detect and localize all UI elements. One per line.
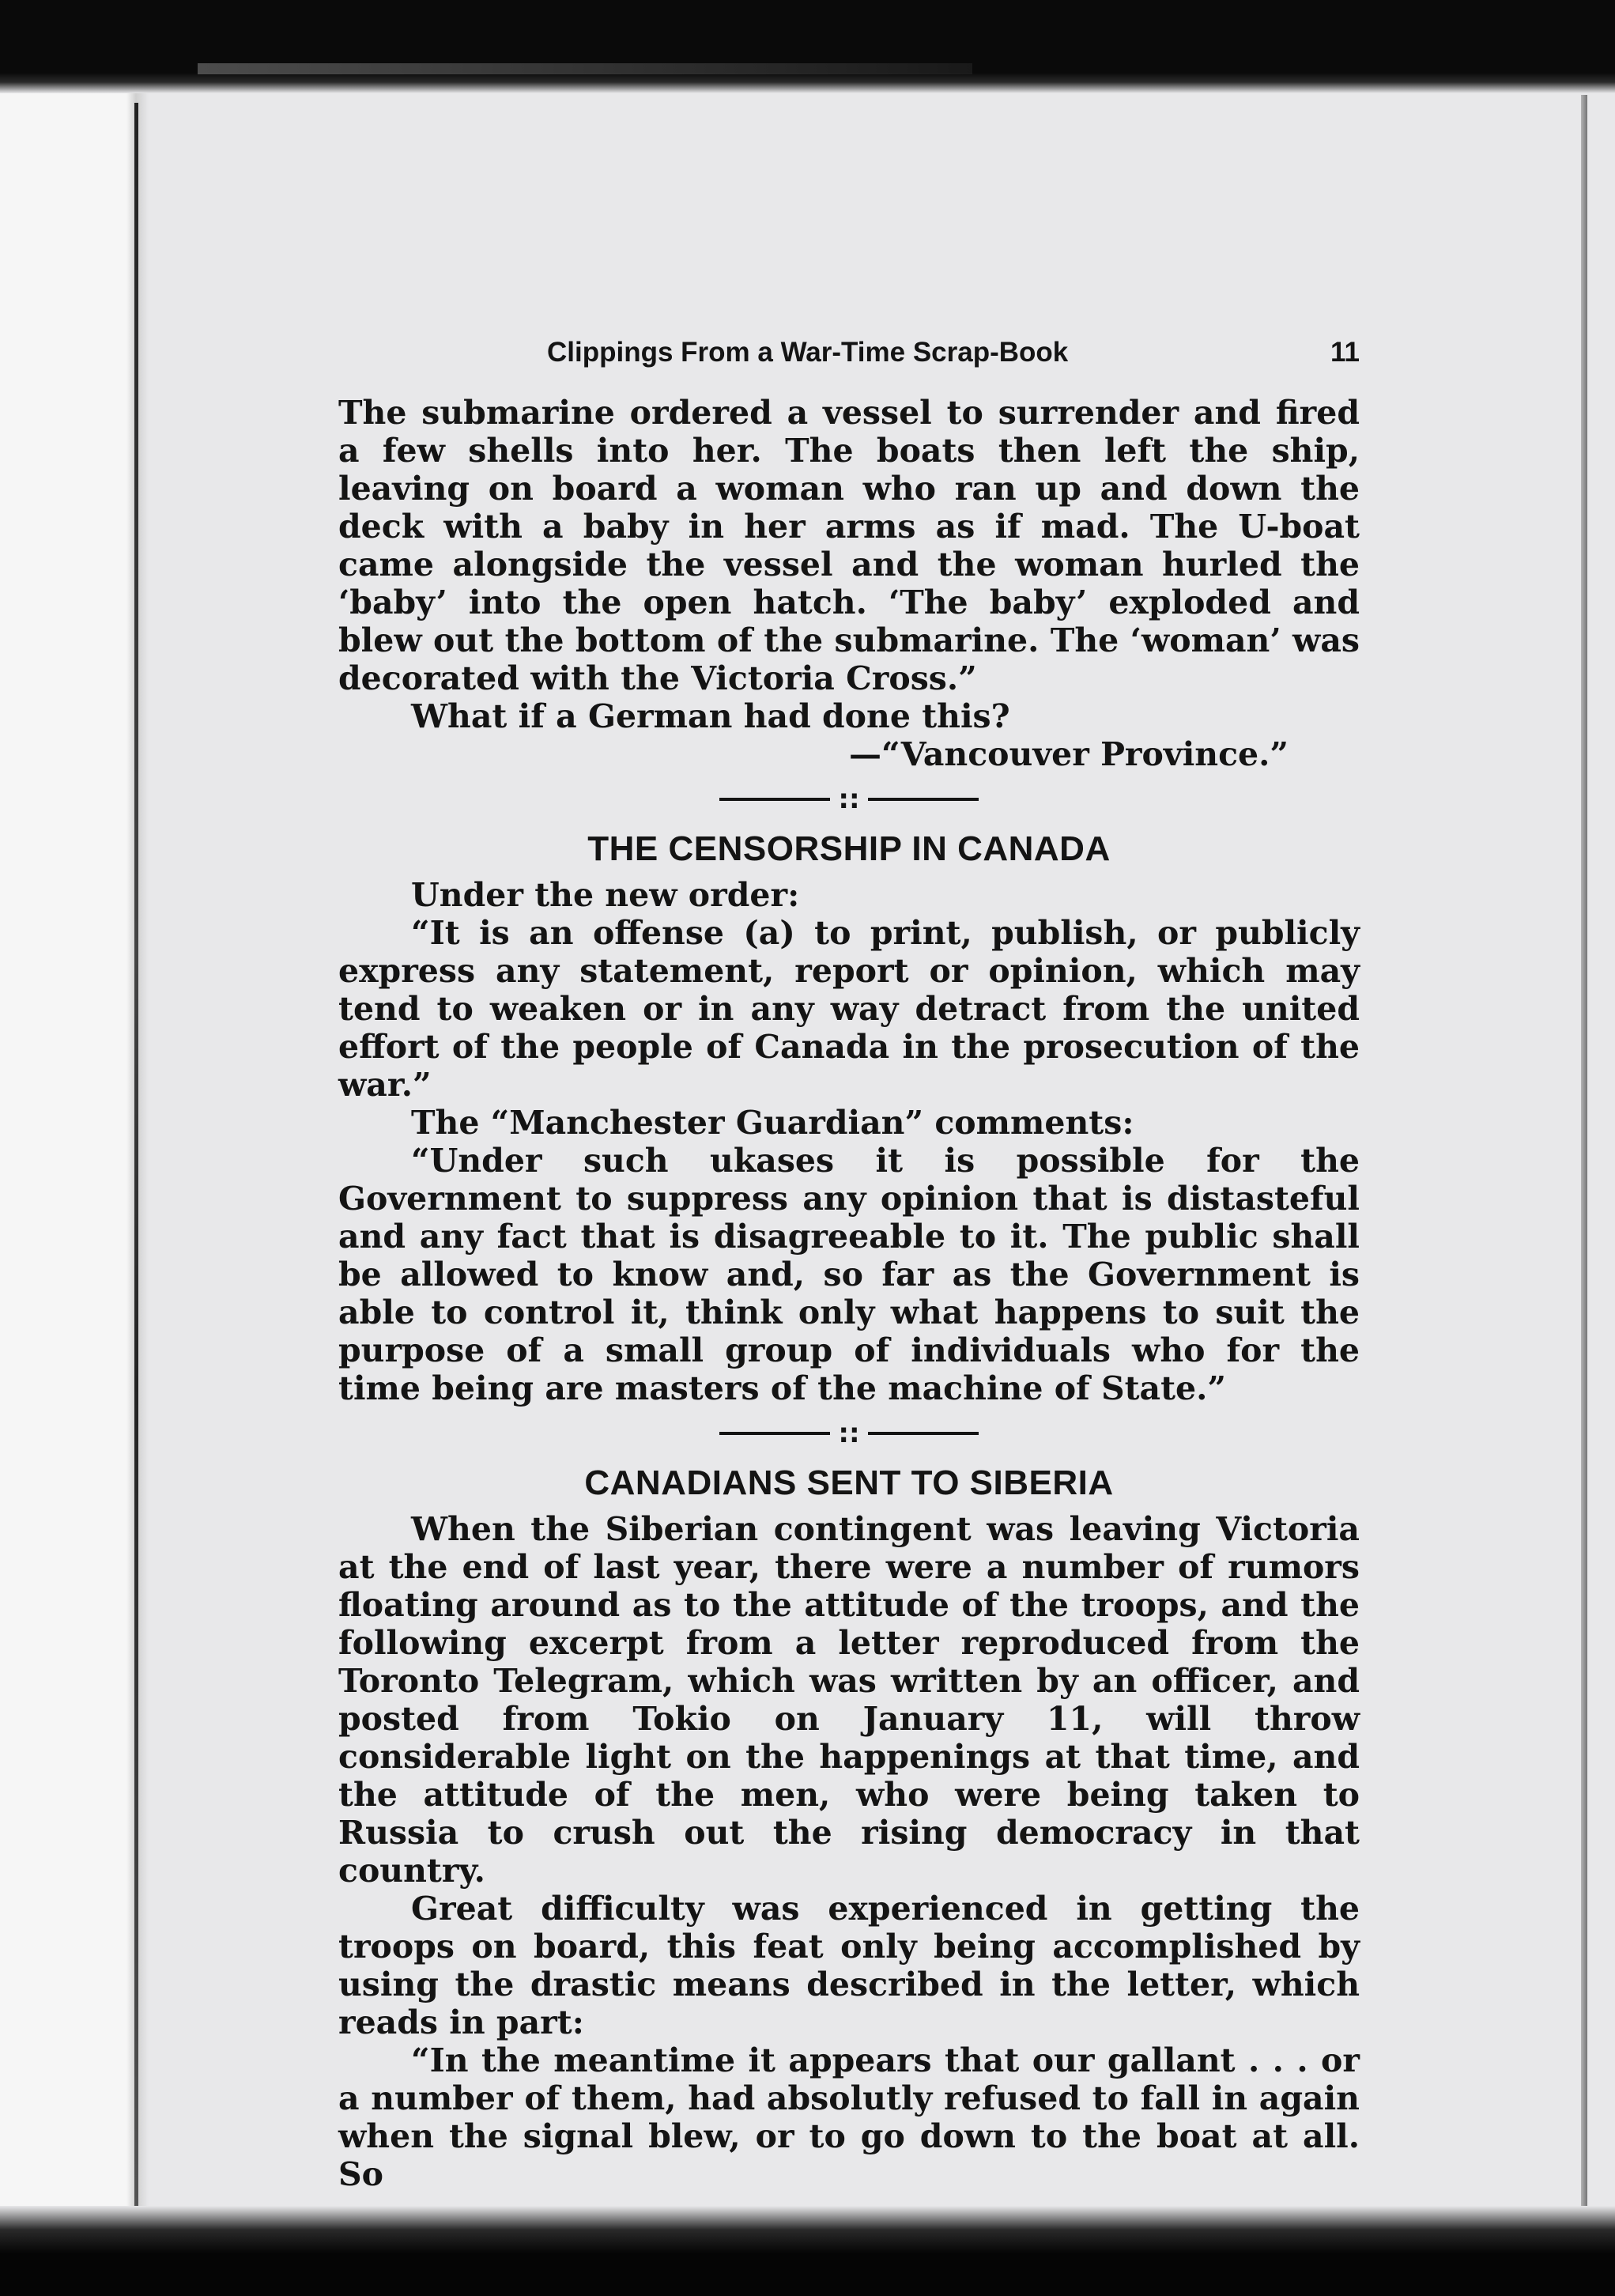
section-divider bbox=[338, 784, 1360, 815]
divider-mark: :: bbox=[838, 1418, 860, 1449]
censorship-heading: THE CENSORSHIP IN CANADA bbox=[587, 829, 1111, 868]
intro-paragraph: The submarine ordered a vessel to surrender and fired a few shells into her. The boats then left the ship, leaving on board a woman who ran up and down the deck with a baby in her arms as if mad. The U-boat came alongside the vessel and the woman hurled the ‘baby’ into the open hatch. ‘The baby’ exploded and blew out the bottom of the submarine. The ‘woman’ was decorated with the Victoria Cross.” bbox=[338, 394, 1360, 697]
censorship-paragraph: Under the new order: bbox=[411, 876, 800, 914]
divider-rule-right bbox=[868, 1432, 979, 1435]
intro-question: What if a German had done this? bbox=[411, 697, 1010, 735]
siberia-paragraph: Great difficulty was experienced in getting the troops on board, this feat only being accomplished by using the drastic means described in the letter, which reads in part: bbox=[338, 1890, 1360, 2041]
siberia-paragraph: When the Siberian contingent was leaving Victoria at the end of last year, there were a number of rumors floating around as to the attitude of the troops, and the following excerpt from a letter reproduced from the Toronto Telegram, which was written by an officer, and posted from Tokio on January 11, will throw considerable light on the happenings at that time, and the attitude of the men, who were being taken to Russia to crush out the rising democracy in that country. bbox=[338, 1510, 1360, 1890]
scan-top-glare bbox=[198, 63, 972, 74]
divider-rule-left bbox=[719, 1432, 830, 1435]
running-head bbox=[338, 332, 1360, 380]
page-body bbox=[338, 394, 1360, 2193]
scan-left-margin bbox=[0, 0, 149, 2296]
censorship-paragraph: The “Manchester Guardian” comments: bbox=[411, 1104, 1134, 1142]
section-divider bbox=[338, 1418, 1360, 1449]
censorship-paragraph: “It is an offense (a) to print, publish, or publicly express any statement, report or opinion, which may tend to weaken or in any way detract from the united effort of the people of Canada in the prosecution of the war.” bbox=[338, 914, 1360, 1104]
scan-top-border bbox=[0, 0, 1615, 93]
scan-bottom-border bbox=[0, 2206, 1615, 2296]
page-binding-edge bbox=[134, 103, 138, 2237]
divider-mark: :: bbox=[838, 784, 860, 815]
page-number: 11 bbox=[1330, 337, 1360, 368]
divider-rule-right bbox=[868, 798, 979, 801]
divider-rule-left bbox=[719, 798, 830, 801]
book-page bbox=[338, 332, 1360, 2193]
page-right-edge bbox=[1581, 95, 1587, 2230]
siberia-heading: CANADIANS SENT TO SIBERIA bbox=[584, 1463, 1114, 1502]
running-title: Clippings From a War-Time Scrap-Book bbox=[547, 337, 1069, 368]
source-attribution: —“Vancouver Province.” bbox=[849, 735, 1289, 773]
siberia-paragraph: “In the meantime it appears that our gallant . . . or a number of them, had absolutly refused to fall in again when the signal blew, or to go down to the boat at all. So bbox=[338, 2041, 1360, 2193]
censorship-paragraph: “Under such ukases it is possible for the Government to suppress any opinion that is distasteful and any fact that is disagreeable to it. The public shall be allowed to know and, so far as the Government is able to control it, think only what happens to suit the purpose of a small group of individuals who for the time being are masters of the machine of State.” bbox=[338, 1142, 1360, 1407]
